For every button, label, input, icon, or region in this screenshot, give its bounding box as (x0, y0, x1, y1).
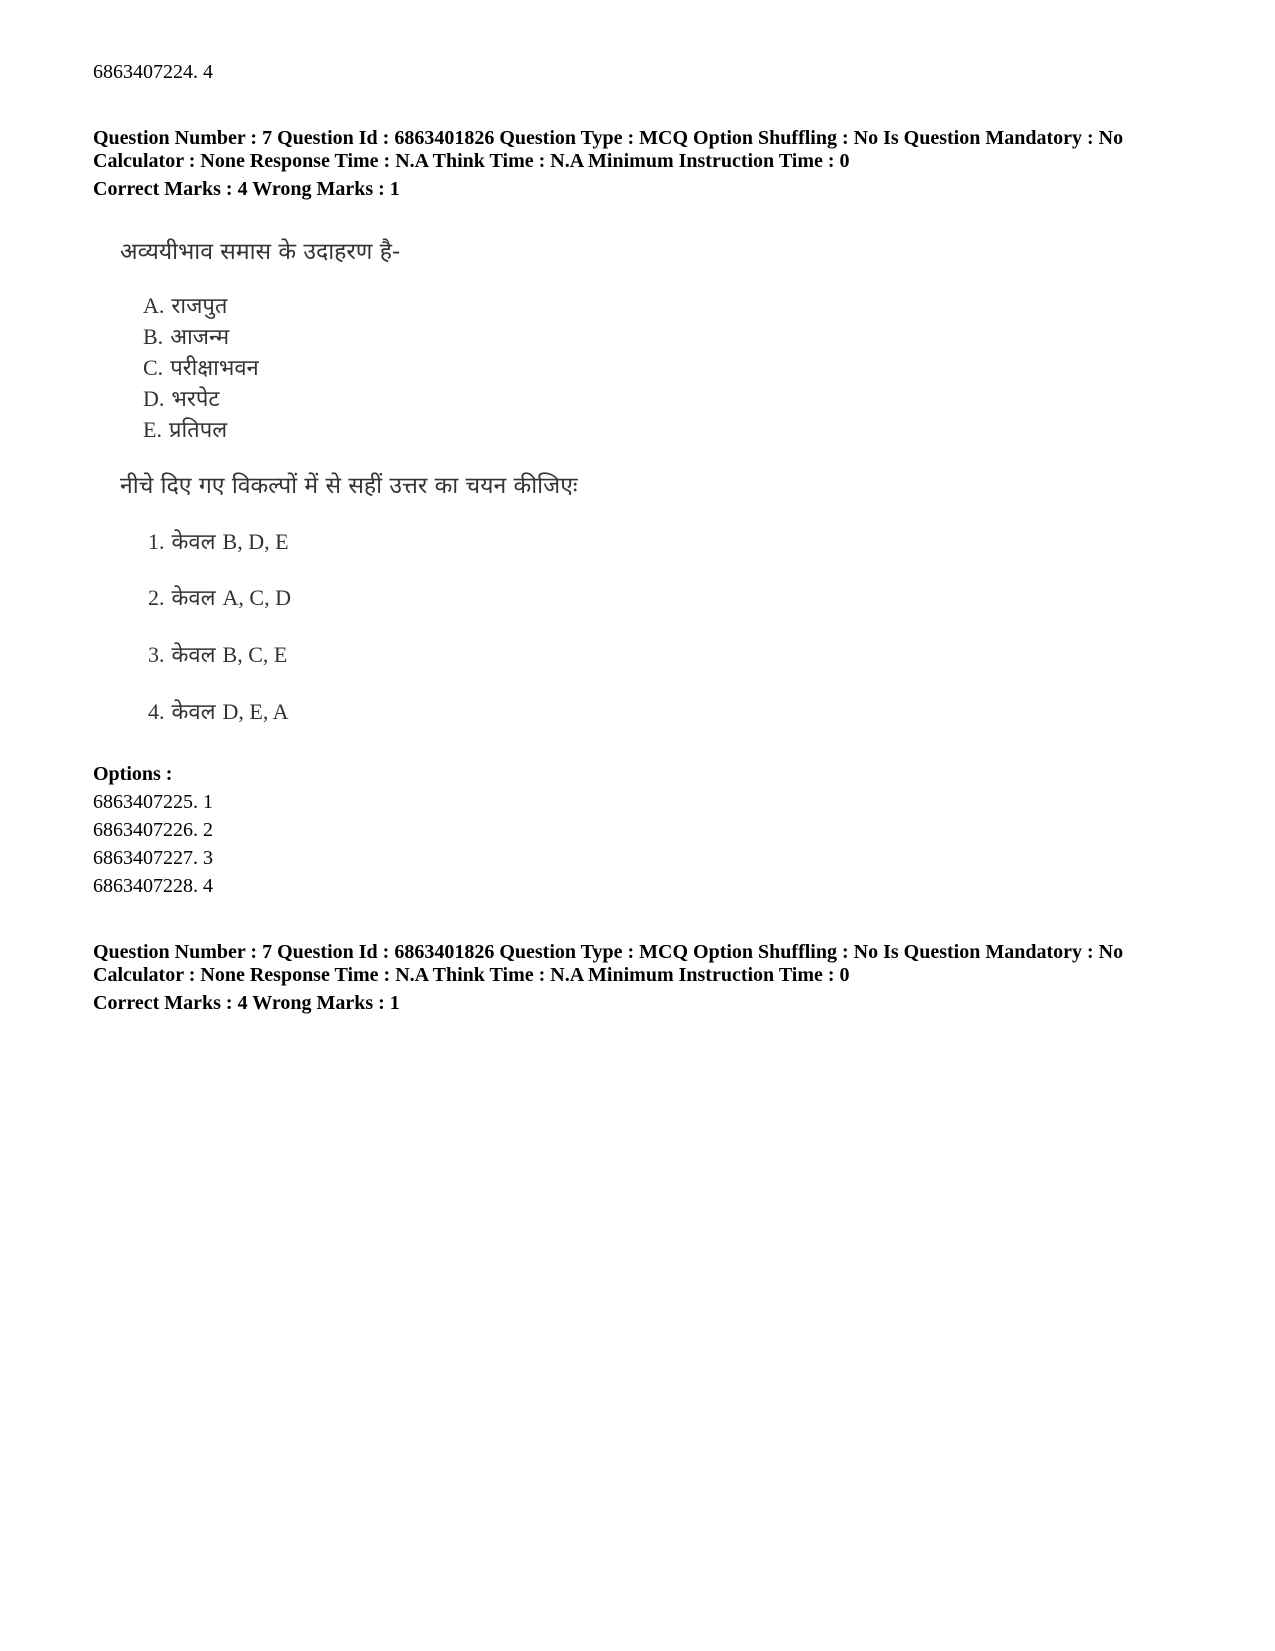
answer-choice-4 (148, 696, 289, 726)
item-label: B. (143, 324, 164, 349)
choice-letters: A, C, D (222, 585, 291, 610)
item-text: राजपुत (171, 294, 228, 319)
question-item-e (143, 414, 227, 444)
answer-choice-2 (148, 582, 291, 612)
question-marks-line: Correct Marks : 4 Wrong Marks : 1 (93, 992, 400, 1014)
choice-word: केवल (171, 586, 216, 611)
previous-option-line: 6863407224. 4 (93, 61, 213, 83)
question-marks-line: Correct Marks : 4 Wrong Marks : 1 (93, 178, 400, 200)
choice-letters: B, D, E (222, 529, 289, 554)
choice-number: 1. (148, 529, 165, 554)
question-item-b (143, 321, 229, 351)
choice-word: केवल (171, 700, 216, 725)
item-label: C. (143, 355, 164, 380)
option-line: 6863407225. 1 (93, 791, 213, 813)
question-header-line-1: Question Number : 7 Question Id : 6863401826 Question Type : MCQ Option Shuffling : No Is Question Mandatory : No (93, 941, 1124, 963)
item-label: D. (143, 386, 165, 411)
question-item-a (143, 290, 227, 320)
option-line: 6863407228. 4 (93, 875, 213, 897)
question-stem: अव्ययीभाव समास के उदाहरण है- (120, 239, 401, 265)
answer-choice-3 (148, 639, 287, 669)
question-header-line-1: Question Number : 7 Question Id : 6863401826 Question Type : MCQ Option Shuffling : No Is Question Mandatory : No (93, 127, 1124, 149)
item-label: E. (143, 417, 162, 442)
choice-word: केवल (171, 530, 216, 555)
options-heading: Options : (93, 763, 173, 785)
item-text: भरपेट (171, 387, 220, 412)
item-text: परीक्षाभवन (170, 356, 259, 381)
question-item-c (143, 352, 259, 382)
question-header-line-2: Calculator : None Response Time : N.A Think Time : N.A Minimum Instruction Time : 0 (93, 964, 850, 986)
choice-number: 3. (148, 642, 165, 667)
item-text: आजन्म (170, 325, 230, 350)
question-item-d (143, 383, 219, 413)
question-header-line-2: Calculator : None Response Time : N.A Think Time : N.A Minimum Instruction Time : 0 (93, 150, 850, 172)
option-line: 6863407226. 2 (93, 819, 213, 841)
choice-number: 2. (148, 585, 165, 610)
item-label: A. (143, 293, 165, 318)
choice-letters: D, E, A (222, 699, 289, 724)
question-instruction: नीचे दिए गए विकल्पों में से सहीं उत्तर का चयन कीजिएः (120, 473, 578, 499)
choice-letters: B, C, E (222, 642, 288, 667)
option-line: 6863407227. 3 (93, 847, 213, 869)
answer-choice-1 (148, 526, 289, 556)
choice-number: 4. (148, 699, 165, 724)
item-text: प्रतिपल (168, 418, 228, 443)
choice-word: केवल (171, 643, 216, 668)
